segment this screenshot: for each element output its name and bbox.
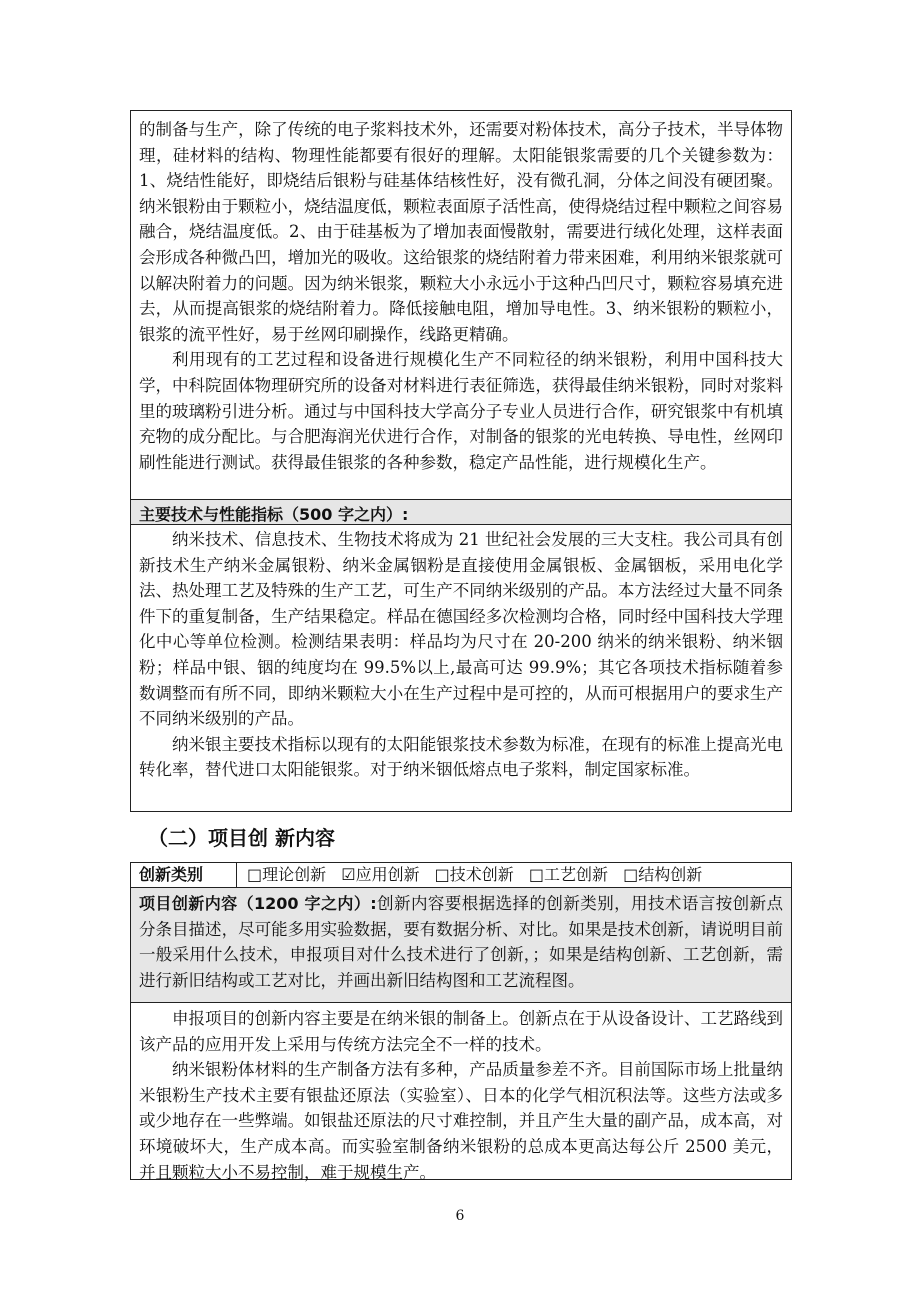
innovation-category-label: 创新类别	[131, 863, 237, 887]
page-number: 6	[455, 1208, 465, 1224]
option-process-innovation[interactable]: □工艺创新	[528, 865, 609, 884]
option-application-innovation[interactable]: ☑应用创新	[341, 865, 420, 884]
option-structure-innovation[interactable]: □结构创新	[623, 865, 703, 884]
innovation-text-block	[139, 1006, 783, 1185]
innovation-content-instructions: 创新内容要根据选择的创新类别，用技术语言按创新点分条目描述，尽可能多用实验数据，要有数据分析、对比。如果是技术创新，请说明目前一般采用什么技术，申报项目对什么技术进行了创新，；如果是结构创新、工艺创新，需进行新旧结构或工艺对比，并画出新旧结构图和工艺流程图。	[139, 894, 783, 990]
innovation-category-options	[247, 863, 712, 887]
indicator-text-block	[139, 527, 783, 783]
paragraph: 申报项目的创新内容主要是在纳米银的制备上。创新点在于从设备设计、工艺路线到该产品的应用开发上采用与传统方法完全不一样的技术。	[139, 1009, 783, 1054]
indicator-heading: 主要技术与性能指标（500 字之内）:	[139, 505, 409, 524]
option-theory-innovation[interactable]: □理论创新	[247, 865, 327, 884]
option-technology-innovation[interactable]: □技术创新	[434, 865, 514, 884]
paragraph: 纳米银主要技术指标以现有的太阳能银浆技术参数为标准，在现有的标准上提高光电转化率，替代进口太阳能银浆。对于纳米铟低熔点电子浆料，制定国家标准。	[139, 734, 783, 780]
innovation-instructions-block	[131, 888, 791, 1002]
paragraph: 纳米技术、信息技术、生物技术将成为 21 世纪社会发展的三大支柱。我公司具有创新技术生产纳米金属银粉、纳米金属铟粉是直接使用金属银板、金属铟板，采用电化学法、热处理工艺及特殊的生产工艺，可生产不同纳米级别的产品。本方法经过大量不同条件下的重复制备，生产结果稳定。样品在德国经多次检测均合格，同时经中国科技大学理化中心等单位检测。检测结果表明：样品均为尺寸在 20-200 纳米的纳米银粉、纳米铟粉；样品中银、铟的纯度均在 99.5%以上,最高可达 99.9%；其它各项技术指标随着参数调整而有所不同，即纳米颗粒大小在生产过程中是可控的，从而可根据用户的要求生产不同纳米级别的产品。	[139, 530, 783, 729]
paragraph: 利用现有的工艺过程和设备进行规模化生产不同粒径的纳米银粉，利用中国科技大学，中科院固体物理研究所的设备对材料进行表征筛选，获得最佳纳米银粉，同时对浆料里的玻璃粉引进分析。通过与中国科技大学高分子专业人员进行合作，研究银浆中有机填充物的成分配比。与合肥海润光伏进行合作，对制备的银浆的光电转换、导电性，丝网印刷性能进行测试。获得最佳银浆的各种参数，稳定产品性能，进行规模化生产。	[139, 350, 783, 472]
paragraph: 纳米银粉体材料的生产制备方法有多种，产品质量参差不齐。目前国际市场上批量纳米银粉生产技术主要有银盐还原法（实验室）、日本的化学气相沉积法等。这些方法或多或少地存在一些弊端。如银盐还原法的尺寸难控制，并且产生大量的副产品，成本高，对环境破坏大，生产成本高。而实验室制备纳米银粉的总成本更高达每公斤 2500 美元，并且颗粒大小不易控制，难于规模生产。	[139, 1060, 783, 1182]
tech-text-block	[139, 117, 783, 475]
tech-description-box	[130, 110, 792, 812]
indicator-heading-bar	[131, 500, 791, 524]
section-title: （二）项目创 新内容	[148, 826, 335, 850]
innovation-category-row	[131, 863, 791, 887]
paragraph: 的制备与生产，除了传统的电子浆料技术外，还需要对粉体技术，高分子技术，半导体物理，硅材料的结构、物理性能都要有很好的理解。太阳能银浆需要的几个关键参数为：1、烧结性能好，即烧结后银粉与硅基体结核性好，没有微孔洞，分体之间没有硬团聚。纳米银粉由于颗粒小，烧结温度低，颗粒表面原子活性高，使得烧结过程中颗粒之间容易融合，烧结温度低。2、由于硅基板为了增加表面慢散射，需要进行绒化处理，这样表面会形成各种微凸凹，增加光的吸收。这给银浆的烧结附着力带来困难，利用纳米银浆就可以解决附着力的问题。因为纳米银浆，颗粒大小永远小于这种凸凹尺寸，颗粒容易填充进去，从而提高银浆的烧结附着力。降低接触电阻，增加导电性。3、纳米银粉的颗粒小，银浆的流平性好，易于丝网印刷操作，线路更精确。	[139, 120, 783, 344]
innovation-table	[130, 862, 792, 1180]
innovation-content-heading: 项目创新内容（1200 字之内）:	[139, 894, 377, 913]
